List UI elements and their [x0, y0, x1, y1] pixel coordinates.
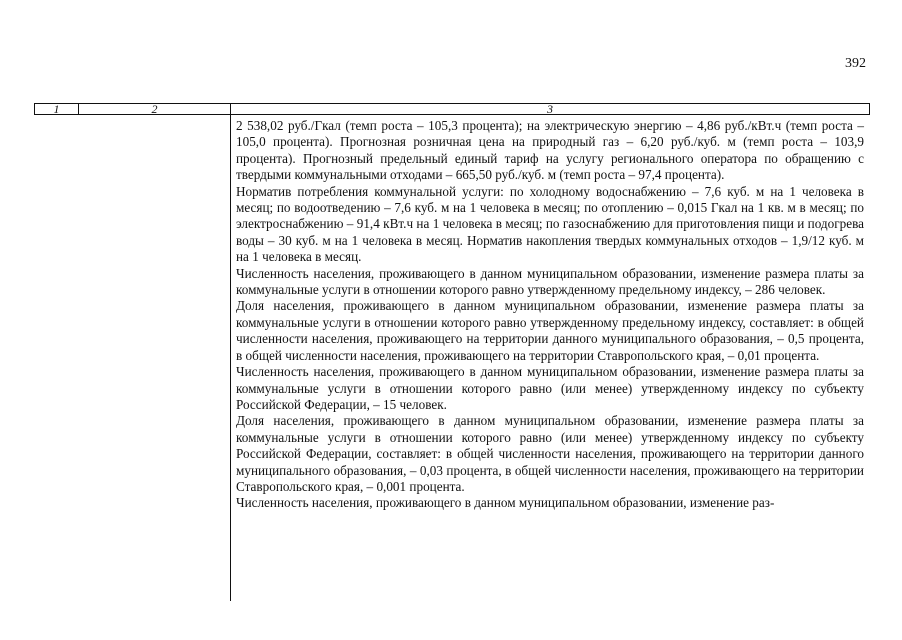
paragraph-population-share-limit: Доля населения, проживающего в данном муниципальном образовании, изменение размера платы за коммунальные услуги в отношении которого равно утвержденному предельному индексу, составляет: в общей численности населения, проживающего на территории данного муниципального образования, – 0,5 процента, в общей численности населения, проживающего на территории Ставропольского края, – 0,01 процента. — [236, 298, 864, 363]
page-number: 392 — [845, 56, 866, 71]
table-header-row — [34, 103, 870, 115]
column-header-2: 2 — [79, 104, 231, 114]
document-body — [236, 118, 864, 512]
paragraph-consumption-norms: Норматив потребления коммунальной услуги: по холодному водоснабжению – 7,6 куб. м на 1 человека в месяц; по водоотведению – 7,6 куб. м на 1 человека в месяц; по отоплению – 0,015 Гкал на 1 кв. м в месяц; по электроснабжению – 91,4 кВт.ч на 1 человека в месяц; по газоснабжению для приготовления пищи и подогрева воды – 30 куб. м на 1 человека в месяц. Норматив накопления твердых коммунальных отходов – 1,9/12 куб. м на 1 человека в месяц. — [236, 183, 864, 265]
paragraph-population-count-limit: Численность населения, проживающего в данном муниципальном образовании, изменение размера платы за коммунальные услуги в отношении которого равно утвержденному предельному индексу, – 286 человек. — [236, 265, 864, 298]
column-header-1: 1 — [35, 104, 79, 114]
paragraph-tariffs: 2 538,02 руб./Гкал (темп роста – 105,3 процента); на электрическую энергию – 4,86 руб./кВт.ч (темп роста – 105,0 процента). Прогнозная розничная цена на природный газ – 6,20 руб./куб. м (темп роста – 103,9 процента). Прогнозный предельный единый тариф на услугу регионального оператора по обращению с твердыми коммунальными отходами – 665,50 руб./куб. м (темп роста – 97,4 процента). — [236, 118, 864, 183]
column-divider — [230, 115, 231, 601]
paragraph-population-share-index: Доля населения, проживающего в данном муниципальном образовании, изменение размера платы за коммунальные услуги в отношении которого равно (или менее) утвержденному индексу по субъекту Российской Федерации, составляет: в общей численности населения, проживающего на территории данного муниципального образования, – 0,03 процента, в общей численности населения, проживающего на территории Ставропольского края, – 0,001 процента. — [236, 413, 864, 494]
paragraph-continuation: Численность населения, проживающего в данном муниципальном образовании, изменение раз- — [236, 495, 775, 511]
column-header-3: 3 — [547, 102, 553, 116]
paragraph-population-count-index: Численность населения, проживающего в данном муниципальном образовании, изменение размера платы за коммунальные услуги в отношении которого равно (или менее) утвержденному индексу по субъекту Российской Федерации, – 15 человек. — [236, 364, 864, 412]
